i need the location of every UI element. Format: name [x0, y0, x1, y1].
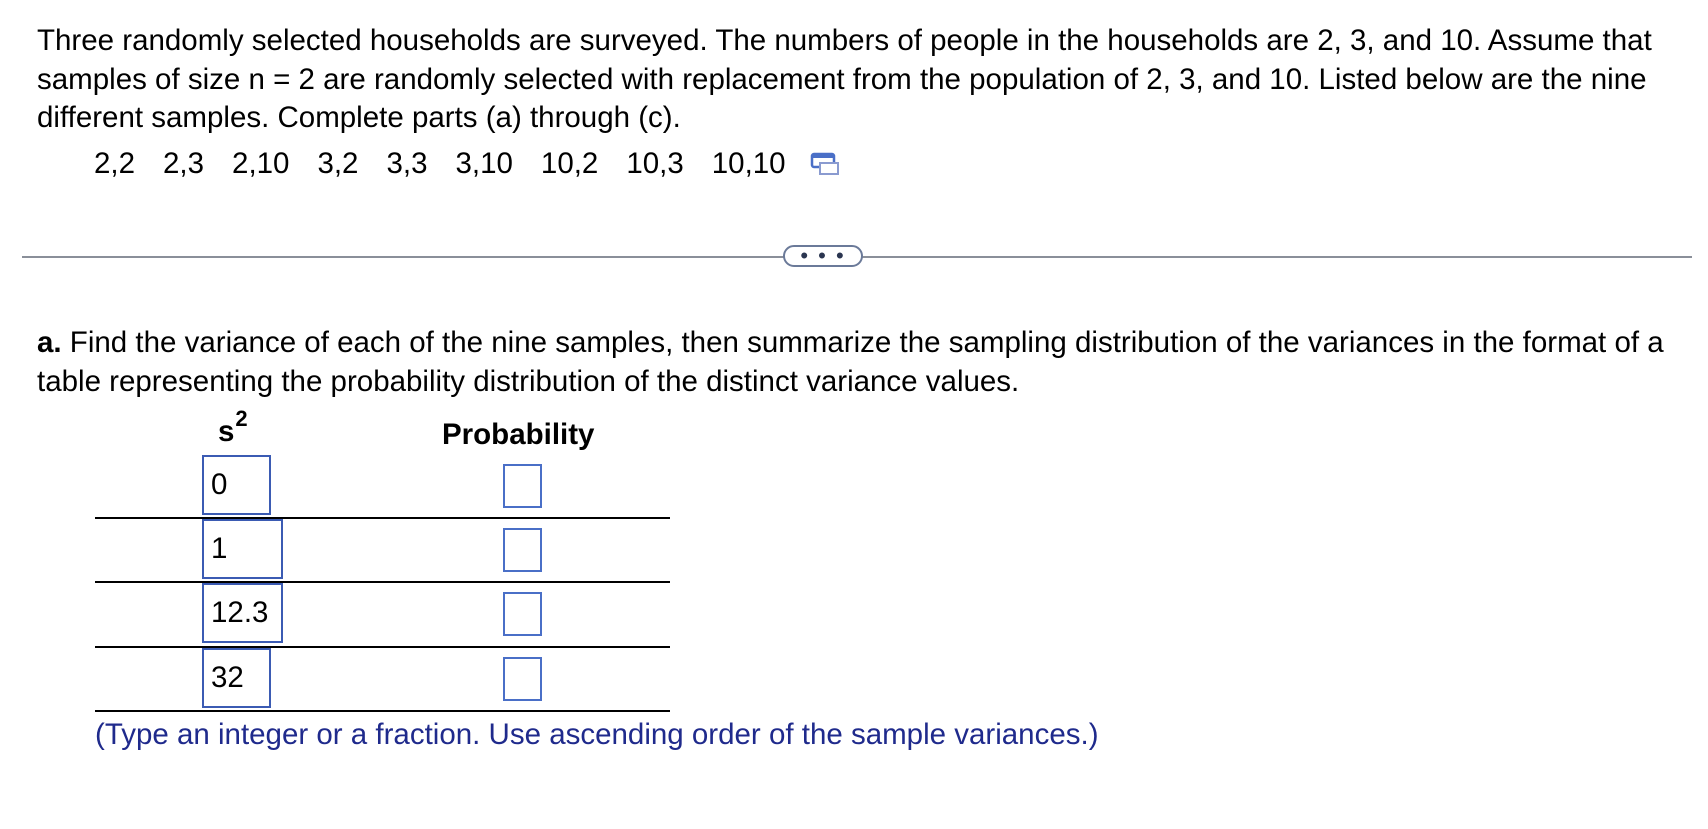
variance-input[interactable]: 32 — [202, 648, 271, 708]
variance-input[interactable]: 0 — [202, 455, 271, 515]
samples-list — [94, 147, 842, 181]
probability-input[interactable] — [503, 657, 542, 701]
sample-item: 3,3 — [386, 147, 428, 180]
probability-input[interactable] — [503, 592, 542, 636]
variance-input[interactable]: 12.3 — [202, 583, 283, 643]
copy-icon[interactable] — [810, 151, 842, 177]
probability-input[interactable] — [503, 528, 542, 572]
table-row-divider — [95, 517, 670, 519]
sample-item: 2,10 — [232, 147, 290, 180]
sample-item: 2,3 — [163, 147, 205, 180]
probability-column-header: Probability — [442, 418, 595, 451]
answer-format-hint: (Type an integer or a fraction. Use ascending order of the sample variances.) — [95, 718, 1099, 751]
problem-statement: Three randomly selected households are surveyed. The numbers of people in the households are 2, 3, and 10. Assume that samples of size n = 2 are randomly selected with replacement from the population of 2, 3, and 10. Listed below are the nine different samples. Complete parts (a) through (c). — [37, 24, 1652, 134]
sample-item: 10,3 — [626, 147, 684, 180]
table-row-divider — [95, 710, 670, 712]
sample-item: 10,2 — [540, 147, 599, 180]
table-row-divider — [95, 581, 670, 583]
sample-item: 3,10 — [455, 147, 513, 180]
sample-item: 10,10 — [711, 147, 786, 180]
part-a-question — [37, 324, 1677, 401]
part-a-label: a. — [37, 326, 62, 359]
sample-item: 2,2 — [94, 147, 136, 180]
variance-input[interactable]: 1 — [202, 519, 283, 579]
table-row-divider — [95, 646, 670, 648]
expand-more-button[interactable]: • • • — [783, 245, 863, 267]
variance-column-header: $s^2$ — [218, 406, 248, 448]
part-a-text: Find the variance of each of the nine samples, then summarize the sampling distribution of the variances in the format of a table representing the probability distribution of the distinct variance values. — [37, 326, 1664, 398]
sample-item: 3,2 — [317, 147, 359, 180]
probability-input[interactable] — [503, 464, 542, 508]
